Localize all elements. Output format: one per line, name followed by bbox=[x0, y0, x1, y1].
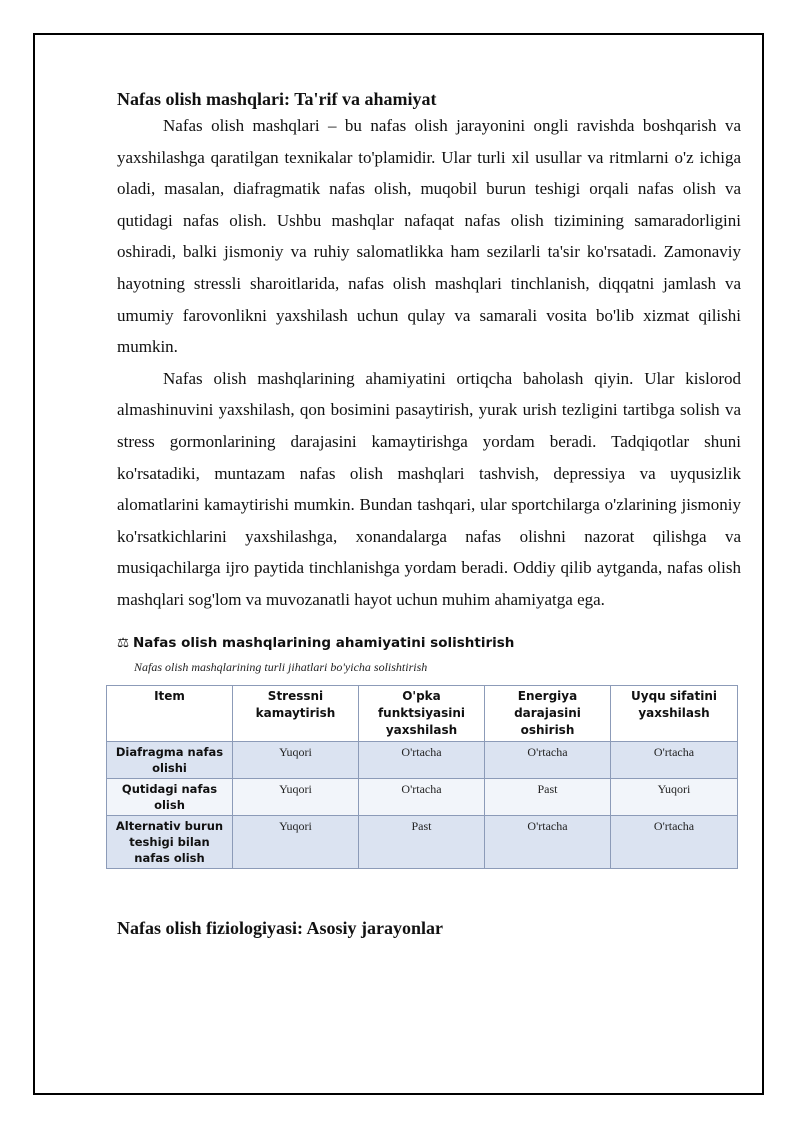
column-header: Uyqu sifatini yaxshilash bbox=[611, 685, 738, 741]
column-header: Item bbox=[107, 685, 233, 741]
table-row bbox=[107, 741, 738, 778]
comparison-table-block bbox=[117, 634, 741, 869]
table-cell: O'rtacha bbox=[611, 741, 738, 778]
paragraph-definition: Nafas olish mashqlari – bu nafas olish jarayonini ongli ravishda boshqarish va yaxshilashga qaratilgan texnikalar to'plamidir. Ular turli xil usullar va ritmlarni o'z ichiga oladi, masalan, diafragmatik nafas olish, muqobil burun teshigi orqali nafas olish va qutidagi nafas olish. Ushbu mashqlar nafaqat nafas olish tizimining samaradorligini oshiradi, balki jismoniy va ruhiy salomatlikka ham sezilarli ta'sir ko'rsatadi. Zamonaviy hayotning stressli sharoitlarida, nafas olish mashqlari tinchlanish, diqqatni jamlash va umumiy farovonlikni yaxshilash uchun qulay va samarali vosita bo'lib xizmat qilishi mumkin. bbox=[117, 116, 741, 357]
table-cell: Past bbox=[485, 778, 611, 815]
column-header: Energiya darajasini oshirish bbox=[485, 685, 611, 741]
table-cell: Yuqori bbox=[233, 778, 359, 815]
table-title-text: Nafas olish mashqlarining ahamiyatini solishtirish bbox=[133, 634, 515, 651]
scale-icon: ⚖ bbox=[117, 634, 130, 651]
section-heading-definition: Nafas olish mashqlari: Ta'rif va ahamiyat bbox=[117, 89, 437, 109]
column-header: O'pka funktsiyasini yaxshilash bbox=[359, 685, 485, 741]
column-header: Stressni kamaytirish bbox=[233, 685, 359, 741]
table-row bbox=[107, 815, 738, 868]
table-cell: O'rtacha bbox=[359, 741, 485, 778]
row-header: Alternativ burun teshigi bilan nafas olish bbox=[107, 815, 233, 868]
table-cell: Past bbox=[359, 815, 485, 868]
table-cell: O'rtacha bbox=[359, 778, 485, 815]
comparison-table bbox=[106, 685, 738, 869]
document-body bbox=[117, 88, 741, 939]
table-header-row bbox=[107, 685, 738, 741]
table-cell: Yuqori bbox=[611, 778, 738, 815]
paragraph-importance: Nafas olish mashqlarining ahamiyatini ortiqcha baholash qiyin. Ular kislorod almashinuvini yaxshilash, qon bosimini pasaytirish, yurak urish tezligini tartibga solish va stress gormonlarining darajasini kamaytirishga yordam beradi. Tadqiqotlar shuni ko'rsatadiki, muntazam nafas olish mashqlari tashvish, depressiya va uyqusizlik alomatlarini kamaytirishi mumkin. Bundan tashqari, ular sportchilarga o'zlarining jismoniy ko'rsatkichlarini yaxshilashga, xonandalarga nafas olishni nazorat qilishga va musiqachilarga ijro paytida tinchlanishga yordam beradi. Oddiy qilib aytganda, nafas olish mashqlari sog'lom va muvozanatli hayot uchun muhim ahamiyatga ega. bbox=[117, 368, 741, 609]
table-cell: O'rtacha bbox=[611, 815, 738, 868]
row-header: Diafragma nafas olishi bbox=[107, 741, 233, 778]
table-caption: Nafas olish mashqlarining turli jihatlari bo'yicha solishtirish bbox=[134, 659, 428, 674]
table-cell: Yuqori bbox=[233, 815, 359, 868]
section-heading-physiology: Nafas olish fiziologiyasi: Asosiy jarayonlar bbox=[117, 917, 444, 938]
table-title bbox=[117, 634, 741, 652]
row-header: Qutidagi nafas olish bbox=[107, 778, 233, 815]
table-row bbox=[107, 778, 738, 815]
table-cell: O'rtacha bbox=[485, 815, 611, 868]
table-cell: O'rtacha bbox=[485, 741, 611, 778]
table-cell: Yuqori bbox=[233, 741, 359, 778]
